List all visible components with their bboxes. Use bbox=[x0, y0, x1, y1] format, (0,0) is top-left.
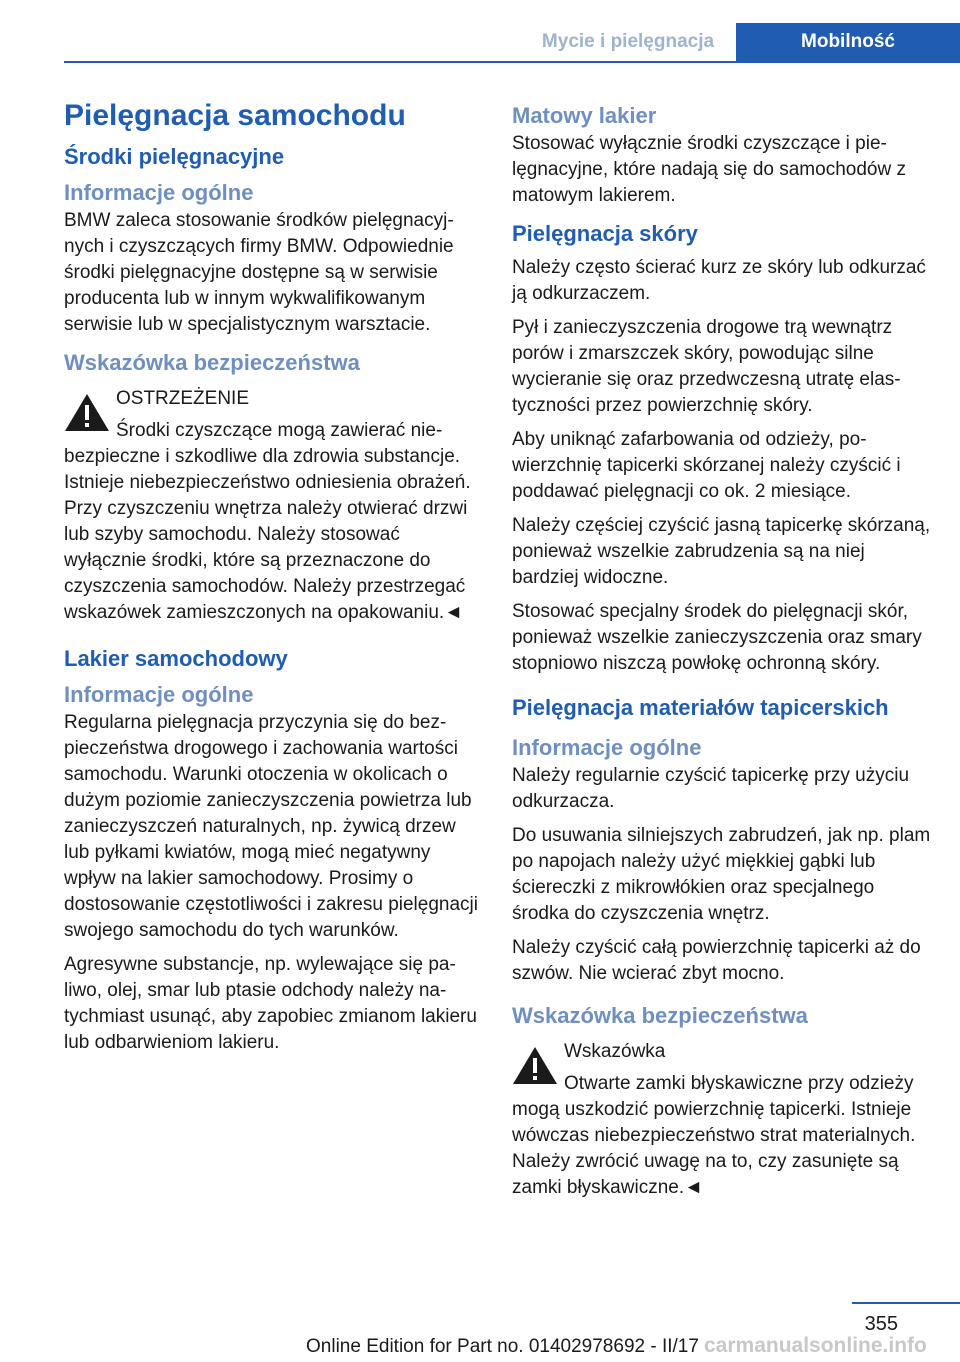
warning-block bbox=[64, 386, 478, 626]
paragraph: Aby uniknąć zafarbowania od odzieży, powierzchnię tapicerki skórzanej należy czyścić i poddawać pielęgnacji co ok. 2 miesiące. bbox=[512, 429, 901, 502]
paragraph: Należy częściej czyścić jasną tapicerkę skórzaną, ponieważ wszelkie zabrudzenia są na niej bardziej widoczne. bbox=[512, 515, 931, 588]
heading-informacje-ogolne: Informacje ogólne bbox=[64, 180, 254, 205]
left-column bbox=[64, 96, 478, 1064]
warning-text: Środki czyszczące mogą zawierać niebezpieczne i szkodliwe dla zdrowia substancje. Istnieje niebezpieczeństwo odniesienia obrażeń. Przy czyszczeniu wnętrza należy otwierać drzwi lub szyby samochodu. Należy stosować wyłącznie środki, które są przeznaczone do czyszczenia samochodów. Należy przestrzegać wskazówek zamieszczonych na opakowaniu.◄ bbox=[64, 420, 471, 623]
tab-mycie-i-pielegnacja[interactable]: Mycie i pielęgnacja bbox=[541, 31, 715, 52]
heading-informacje-ogolne: Informacje ogólne bbox=[64, 682, 254, 707]
heading-informacje-ogolne: Informacje ogólne bbox=[512, 735, 702, 760]
heading-pielegnacja-materialow: Pielęgnacja materiałów tapicerskich bbox=[512, 695, 889, 720]
page-title: Pielęgnacja samochodu bbox=[64, 99, 406, 132]
notice-label: Wskazówka bbox=[564, 1041, 666, 1062]
paragraph: Należy często ścierać kurz ze skóry lub odkurzać ją odkurzaczem. bbox=[512, 257, 926, 304]
warning-label: OSTRZEŻENIE bbox=[116, 388, 250, 409]
watermark: carmanualsonline.info bbox=[704, 1334, 927, 1357]
paragraph: Należy regularnie czyścić tapicerkę przy użyciu odkurzacza. bbox=[512, 765, 910, 812]
header-rule bbox=[64, 61, 960, 63]
heading-srodki: Środki pielęgnacyjne bbox=[64, 144, 285, 169]
paragraph: Stosować wyłącznie środki czyszczące i pielęgnacyjne, które nadają się do samochodów z matowym lakierem. bbox=[512, 133, 906, 206]
notice-text: Otwarte zamki błyskawiczne przy odzieży mogą uszkodzić powierzchnię tapicerki. Istnieje wówczas niebezpieczeństwo strat materialnych. Należy zwrócić uwagę na to, czy zasunięte są zamki błyskawiczne.◄ bbox=[512, 1073, 916, 1198]
warning-triangle-icon bbox=[512, 1045, 558, 1085]
page-number: 355 bbox=[864, 1313, 898, 1335]
heading-lakier: Lakier samochodowy bbox=[64, 646, 288, 671]
footer-rule bbox=[852, 1302, 960, 1304]
paragraph: Należy czyścić całą powierzchnię tapicerki aż do szwów. Nie wcierać zbyt mocno. bbox=[512, 937, 921, 984]
paragraph: Do usuwania silniejszych zabrudzeń, jak np. plam po napojach należy użyć miękkiej gąbki lub ściereczki z mikrowłókien oraz specjalnego środka do czyszczenia wnętrz. bbox=[512, 825, 931, 924]
heading-wskazowka-bezpieczenstwa: Wskazówka bezpieczeństwa bbox=[64, 350, 360, 375]
tab-mobilnosc[interactable]: Mobilność bbox=[736, 23, 960, 61]
heading-wskazowka-bezpieczenstwa: Wskazówka bezpieczeństwa bbox=[512, 1003, 808, 1028]
paragraph: Agresywne substancje, np. wylewające się paliwo, olej, smar lub ptasie odchody należy natychmiast usunąć, aby zapobiec zmianom lakieru lub odbarwieniom lakieru. bbox=[64, 954, 477, 1053]
right-column bbox=[512, 96, 932, 1201]
paragraph: BMW zaleca stosowanie środków pielęgnacyjnych i czyszczących firmy BMW. Odpowiednie środki pielęgnacyjne dostępne są w serwisie producenta lub w innym wykwalifikowanym serwisie lub w specjalistycznym warsztacie. bbox=[64, 210, 454, 335]
paragraph: Pył i zanieczyszczenia drogowe trą wewnątrz porów i zmarszczek skóry, powodując silne wycieranie się oraz przedwczesną utratę elastyczności przez powierzchnię skóry. bbox=[512, 317, 901, 416]
warning-triangle-icon bbox=[64, 392, 110, 432]
paragraph: Stosować specjalny środek do pielęgnacji skór, ponieważ wszelkie zanieczyszczenia oraz smary stopniowo niszczą powłokę ochronną skóry. bbox=[512, 601, 922, 674]
heading-matowy-lakier: Matowy lakier bbox=[512, 103, 657, 128]
notice-block bbox=[512, 1039, 932, 1201]
paragraph: Regularna pielęgnacja przyczynia się do bezpieczeństwa drogowego i zachowania wartości samochodu. Warunki otoczenia w okolicach o dużym poziomie zanieczyszczenia powietrza lub zanieczyszczeń naturalnych, np. żywicą drzew lub pyłkami kwiatów, mogą mieć negatywny wpływ na lakier samochodowy. Prosimy o dostosowanie częstotliwości i zakresu pielęgnacji swojego samochodu do tych warunków. bbox=[64, 712, 478, 941]
heading-pielegnacja-skory: Pielęgnacja skóry bbox=[512, 221, 698, 246]
edition-note: Online Edition for Part no. 01402978692 - II/17 bbox=[306, 1336, 699, 1357]
